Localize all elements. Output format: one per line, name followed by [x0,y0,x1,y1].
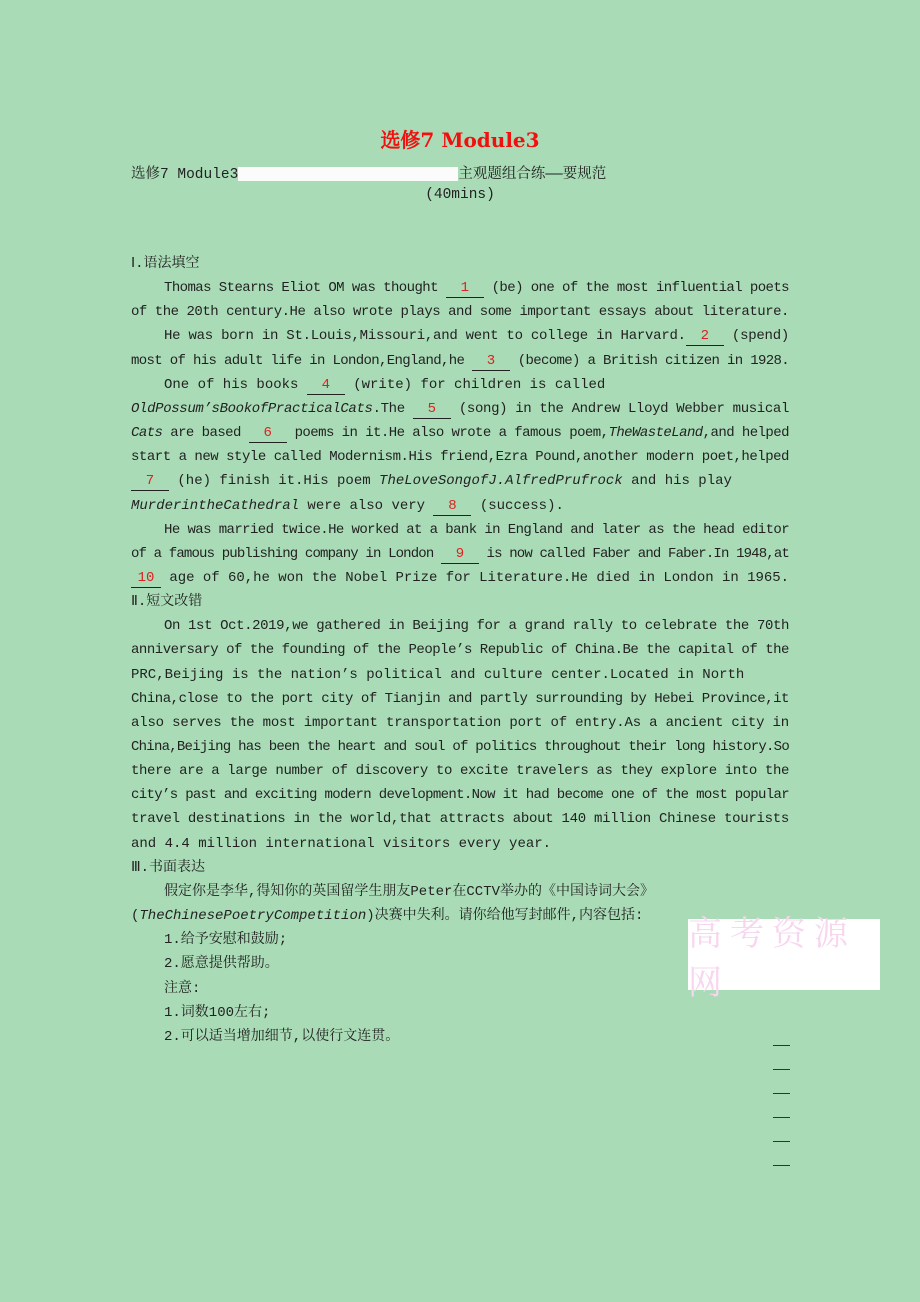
text-line [131,834,551,854]
text-line [131,471,732,491]
text: and 4.4 million international visitors every year. [131,835,552,852]
text: 注意: [164,980,201,997]
blank-number: 8 [433,498,471,516]
italic-title: Cats [131,425,163,442]
text: One of his books [164,376,307,393]
blank-number: 2 [686,328,724,346]
text: of a famous publishing company in London [131,545,441,562]
text: 2.可以适当增加细节,以使行文连贯。 [164,1028,400,1045]
text: 1.词数100左右; [164,1004,271,1021]
redacted-block [238,167,458,181]
text: (he) finish it.His poem [169,473,380,490]
text-line [164,616,789,636]
blank-number: 1 [446,280,484,298]
italic-title: TheWasteLand [608,425,703,442]
text-line [131,858,205,878]
text: travel destinations in the world,that attracts about 140 million Chinese tourists [131,811,789,828]
text-line [164,1027,399,1047]
watermark-logo: 高考资源网 [688,919,880,990]
text-line [131,689,789,709]
page-title: 选修7 Module3 [380,128,540,152]
text-line [131,665,744,685]
text: city’s past and exciting modern development.Now it had become one of the most popular [131,787,789,804]
text-line [131,423,789,443]
text-line [164,954,279,974]
text-line [131,809,789,829]
answer-line [773,1165,790,1166]
text: )决赛中失利。请你给他写封邮件,内容包括: [366,908,644,925]
text-line [131,302,789,322]
text-line [164,979,200,999]
text-line [131,496,564,516]
answer-line [773,1117,790,1118]
text-line [131,906,643,926]
text: (write) for children is called [344,376,606,393]
text: (be) one of the most influential poets [483,280,790,297]
text-line [131,254,200,274]
subtitle [131,162,606,183]
text-line [131,351,789,371]
text-line [164,1003,270,1023]
text-line [164,930,287,950]
text: ,and helped [702,425,789,442]
text: Ⅲ.书面表达 [131,859,206,876]
text: are based [162,425,249,442]
text-line [164,278,789,298]
text: anniversary of the founding of the People’s Republic of China.Be the capital of the [131,642,789,659]
text: were also very [299,497,434,514]
text: is now called Faber and Faber.In 1948,at [479,545,789,562]
text: of the 20th century.He also wrote plays and some important essays about literature. [131,304,789,321]
text: PRC,Beijing is the nation’s political and culture center.Located in North [131,666,745,683]
blank-number: 4 [307,377,345,395]
subtitle-left: 选修7 Module3 [131,167,239,183]
text: He was born in St.Louis,Missouri,and went to college in Harvard. [164,328,686,345]
text: most of his adult life in London,England,he [131,352,472,369]
subtitle-right: 主观题组合练——要规范 [458,167,607,183]
text-line [131,447,789,467]
blank-number: 5 [413,401,451,419]
text-line [131,568,789,588]
text: Ⅱ.短文改错 [131,594,203,611]
answer-line [773,1045,790,1046]
text-line [164,520,789,540]
text-line [131,713,789,733]
text: ( [131,908,140,925]
text-line [131,399,789,419]
text: Ⅰ.语法填空 [131,256,200,272]
italic-title: TheChinesePoetryCompetition [139,908,367,925]
text: Thomas Stearns Eliot OM was thought [164,280,446,297]
text: (song) in the Andrew Lloyd Webber musical [450,400,790,417]
answer-line [773,1141,790,1142]
text: China,Beijing has been the heart and soul of politics throughout their long history.So [131,739,789,755]
text: On 1st Oct.2019,we gathered in Beijing for a grand rally to celebrate the 70th [164,618,789,635]
text: also serves the most important transportation port of entry.As a ancient city in [131,714,790,731]
text-line [131,544,789,564]
blank-number: 10 [131,570,161,588]
blank-number: 3 [472,353,510,371]
text: poems in it.He also wrote a famous poem, [286,425,609,442]
text: there are a large number of discovery to excite travelers as they explore into the [131,763,789,780]
text: (success). [471,497,564,514]
italic-title: TheLoveSongofJ.AlfredPrufrock [379,473,623,490]
text-line [164,882,654,902]
text: and his play [622,473,732,490]
text-line [131,640,789,660]
italic-title: OldPossum’sBookofPracticalCats [131,400,373,417]
blank-number: 7 [131,473,169,491]
text: China,close to the port city of Tianjin and partly surrounding by Hebei Province,it [131,690,789,707]
text: He was married twice.He worked at a bank in England and later as the head editor [164,521,789,538]
answer-line [773,1093,790,1094]
text-line [131,785,789,805]
text: (spend) [723,328,790,345]
blank-number: 9 [441,546,479,564]
text: start a new style called Modernism.His friend,Ezra Pound,another modern poet,helped [131,449,789,466]
text-line [131,737,789,757]
text-line [164,375,605,395]
answer-line [773,1069,790,1070]
text: 2.愿意提供帮助。 [164,956,279,973]
time-limit: (40mins) [425,187,495,203]
text: .The [372,400,413,417]
text: age of 60,he won the Nobel Prize for Literature.He died in London in 1965. [161,569,789,586]
text: 1.给予安慰和鼓励; [164,932,288,949]
text: 假定你是李华,得知你的英国留学生朋友Peter在CCTV举办的《中国诗词大会》 [164,883,655,900]
text-line [164,326,789,346]
blank-number: 6 [249,425,287,443]
italic-title: MurderintheCathedral [131,497,300,514]
text-line [131,592,202,612]
text: (become) a British citizen in 1928. [510,352,789,369]
text-line [131,761,789,781]
